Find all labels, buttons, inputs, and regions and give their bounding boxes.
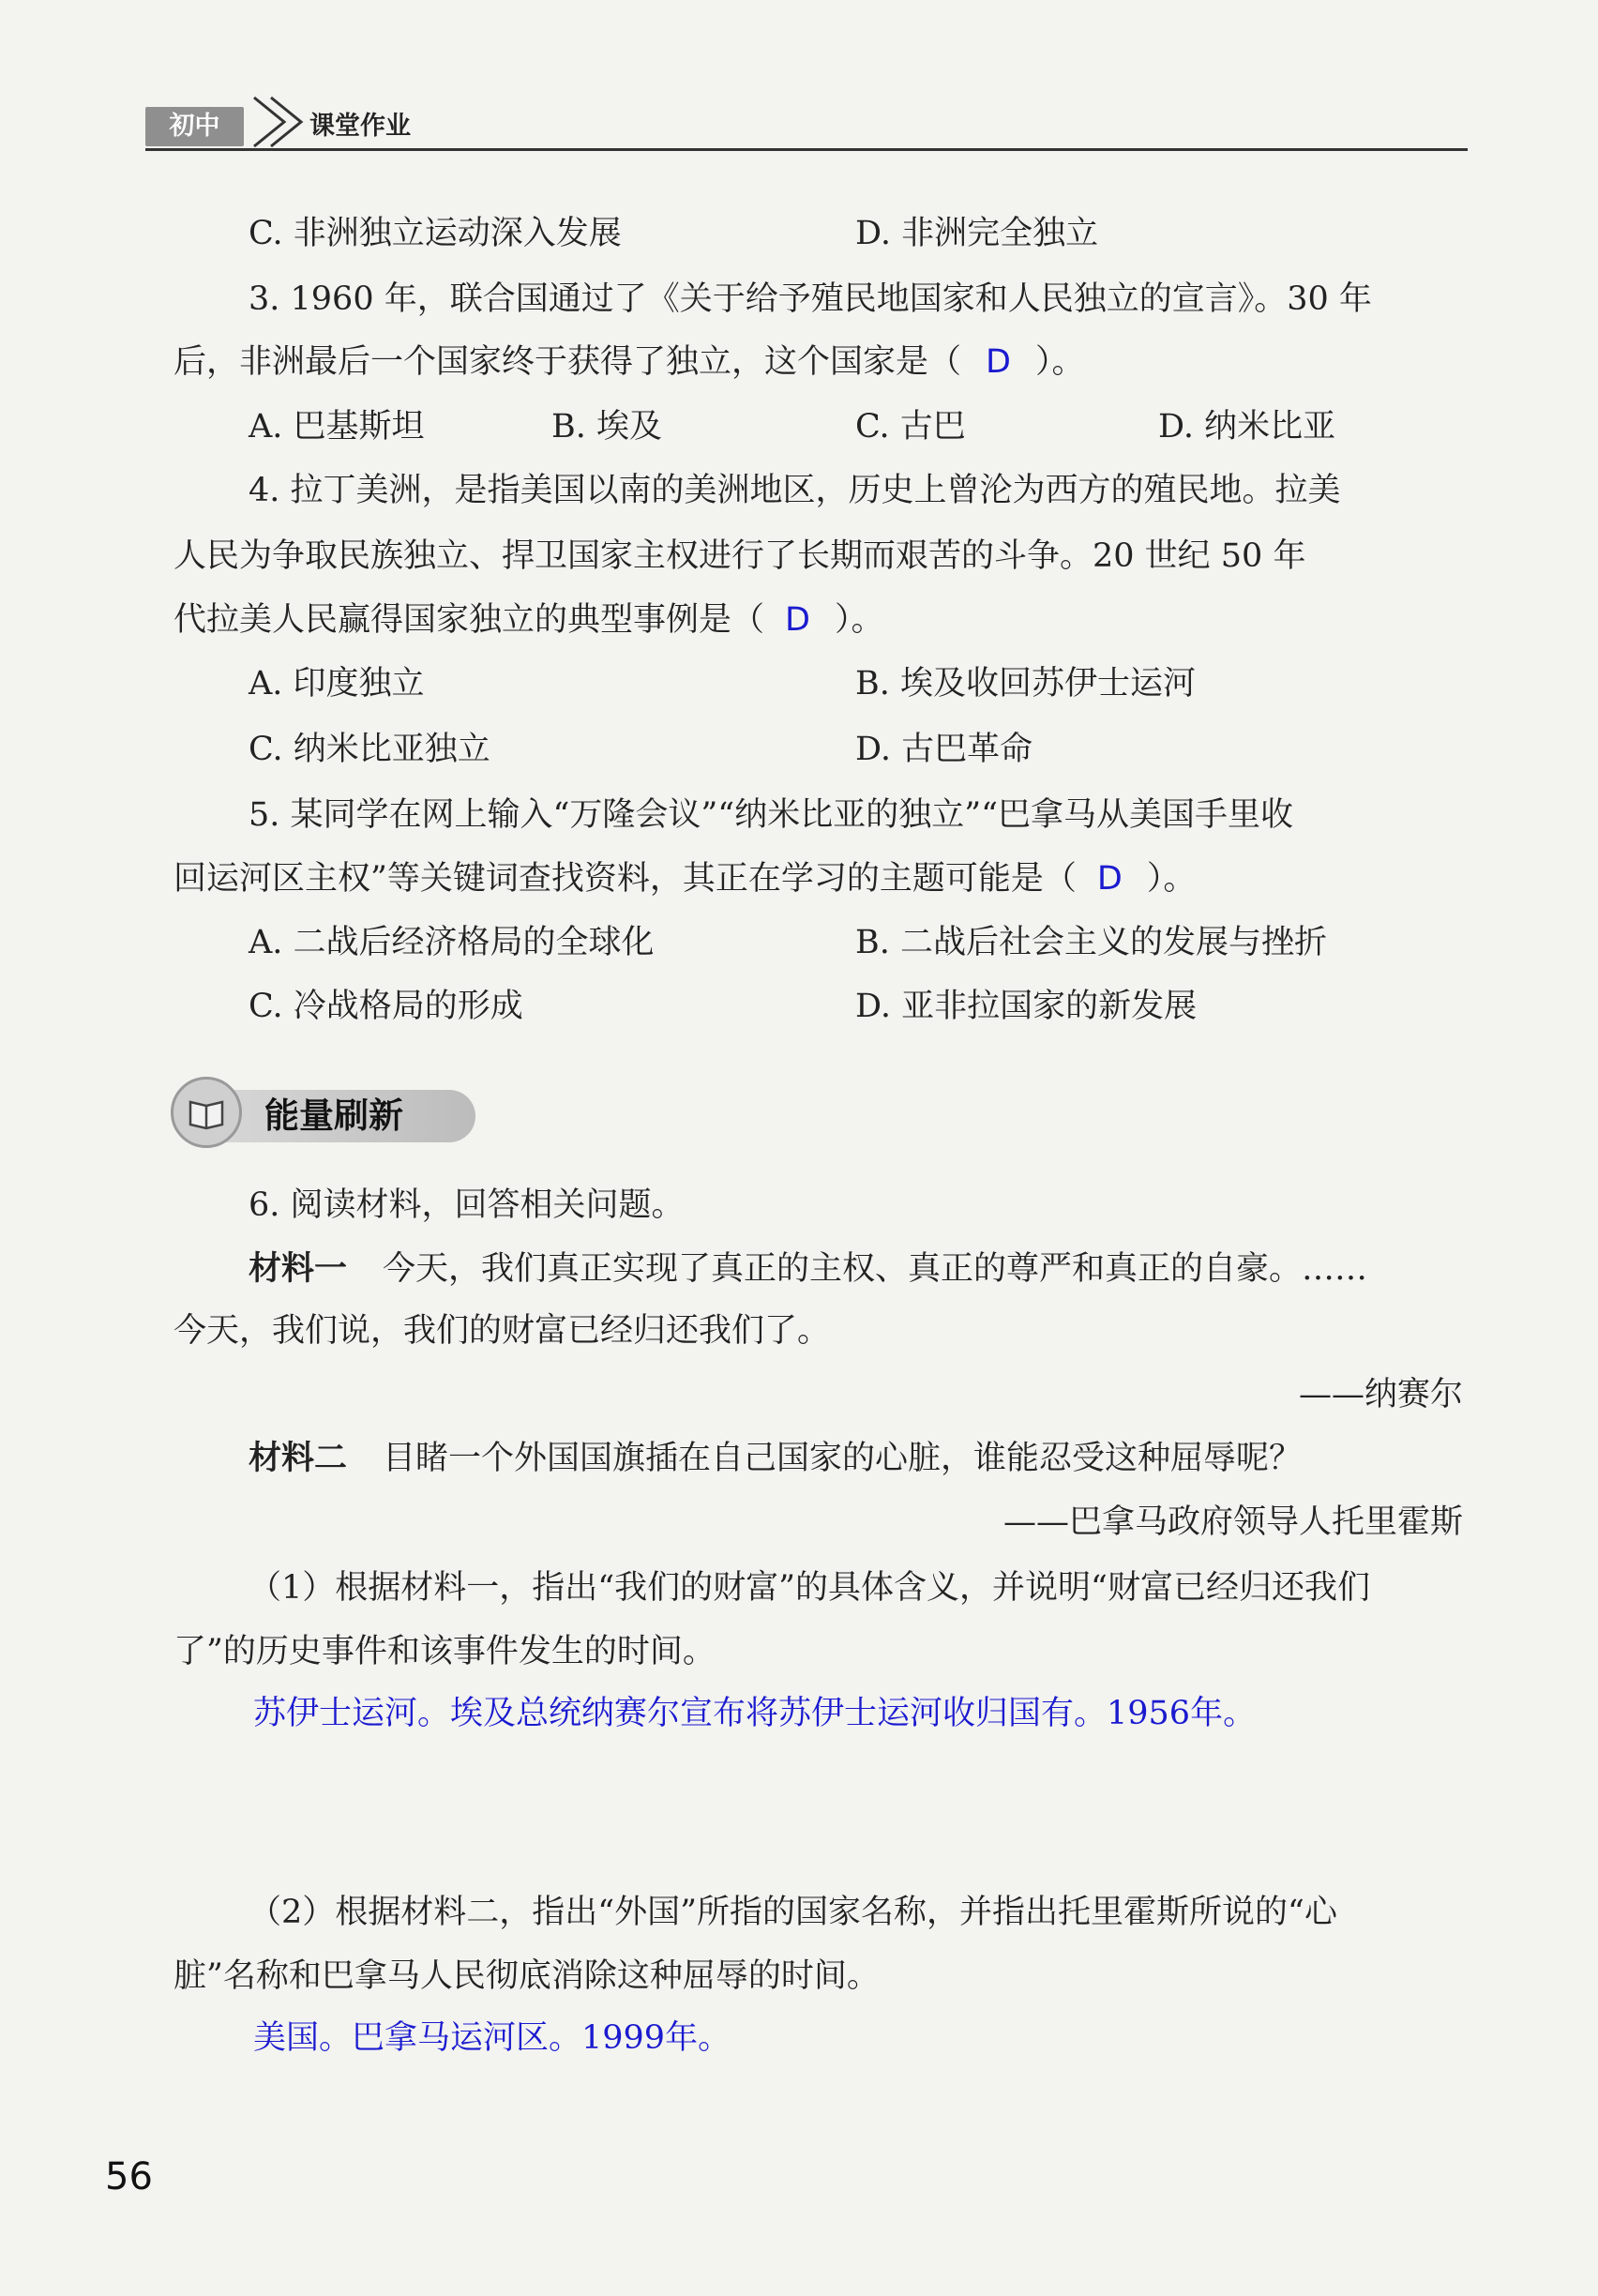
q3-option-a: A. 巴基斯坦 [249,408,425,446]
material-1-line2: 今天，我们说，我们的财富已经归还我们了。 [173,1312,831,1350]
q2-option-d: D. 非洲完全独立 [855,215,1099,252]
material-2-label: 材料二 [249,1440,348,1477]
q5-stem-line1: 5. 某同学在网上输入“万隆会议”“纳米比亚的独立”“巴拿马从美国手里收 [249,796,1293,834]
header-subtitle: 课堂作业 [309,112,411,141]
q6-sub1-line1: （1）根据材料一，指出“我们的财富”的具体含义，并说明“财富已经归还我们 [249,1569,1370,1607]
page-number: 56 [105,2155,153,2198]
material-1-source: ——纳赛尔 [1298,1376,1463,1413]
material-2-line: 材料二 目睹一个外国国旗插在自己国家的心脏，谁能忍受这种屈辱呢？ [249,1440,1303,1477]
q6-intro: 6. 阅读材料，回答相关问题。 [249,1186,685,1224]
q5-option-a: A. 二战后经济格局的全球化 [249,924,655,961]
material-1-label: 材料一 [249,1250,348,1288]
header-rule [145,148,1468,151]
q3-option-c: C. 古巴 [855,408,966,446]
q4-option-d: D. 古巴革命 [855,731,1033,768]
q3-stem-line2: 后，非洲最后一个国家终于获得了独立，这个国家是（ D ）。 [173,343,1085,381]
q3-answer: D [986,343,1011,381]
q4-answer: D [785,601,810,639]
q5-answer: D [1096,860,1123,898]
header-tag: 初中 [145,107,244,146]
q2-option-c: C. 非洲独立运动深入发展 [249,215,622,252]
q4-stem-line1: 4. 拉丁美洲，是指美国以南的美洲地区，历史上曾沦为西方的殖民地。拉美 [249,472,1341,509]
q4-option-c: C. 纳米比亚独立 [249,731,490,768]
section-title: 能量刷新 [264,1095,403,1136]
q4-option-b: B. 埃及收回苏伊士运河 [855,665,1196,702]
q4-option-a: A. 印度独立 [249,665,425,702]
material-1-line1: 材料一 今天，我们真正实现了真正的主权、真正的尊严和真正的自豪。…… [249,1250,1368,1288]
q5-option-b: B. 二战后社会主义的发展与挫折 [855,924,1327,961]
q5-stem-line2: 回运河区主权”等关键词查找资料，其正在学习的主题可能是（ D ）。 [173,860,1197,898]
q6-sub2-answer: 美国。巴拿马运河区。1999年。 [253,2019,731,2057]
q6-sub1-answer: 苏伊士运河。埃及总统纳赛尔宣布将苏伊士运河收归国有。1956年。 [253,1695,1257,1732]
q6-sub2-line2: 脏”名称和巴拿马人民彻底消除这种屈辱的时间。 [173,1957,880,1995]
q4-stem-line2: 人民为争取民族独立、捍卫国家主权进行了长期而艰苦的斗争。20 世纪 50 年 [173,537,1306,575]
book-icon [171,1077,242,1148]
section-banner [171,1077,480,1148]
q6-sub1-line2: 了”的历史事件和该事件发生的时间。 [173,1633,716,1670]
page-header [145,90,1468,156]
q3-option-d: D. 纳米比亚 [1158,408,1336,446]
q4-stem-line3: 代拉美人民赢得国家独立的典型事例是（ D ）。 [173,601,884,639]
material-2-source: ——巴拿马政府领导人托里霍斯 [1003,1503,1463,1541]
q5-option-d: D. 亚非拉国家的新发展 [855,988,1198,1025]
q3-option-b: B. 埃及 [551,408,662,446]
q6-sub2-line1: （2）根据材料二，指出“外国”所指的国家名称，并指出托里霍斯所说的“心 [249,1894,1337,1931]
q3-stem-line1: 3. 1960 年，联合国通过了《关于给予殖民地国家和人民独立的宣言》。30 年 [249,280,1372,318]
q5-option-c: C. 冷战格局的形成 [249,988,523,1025]
